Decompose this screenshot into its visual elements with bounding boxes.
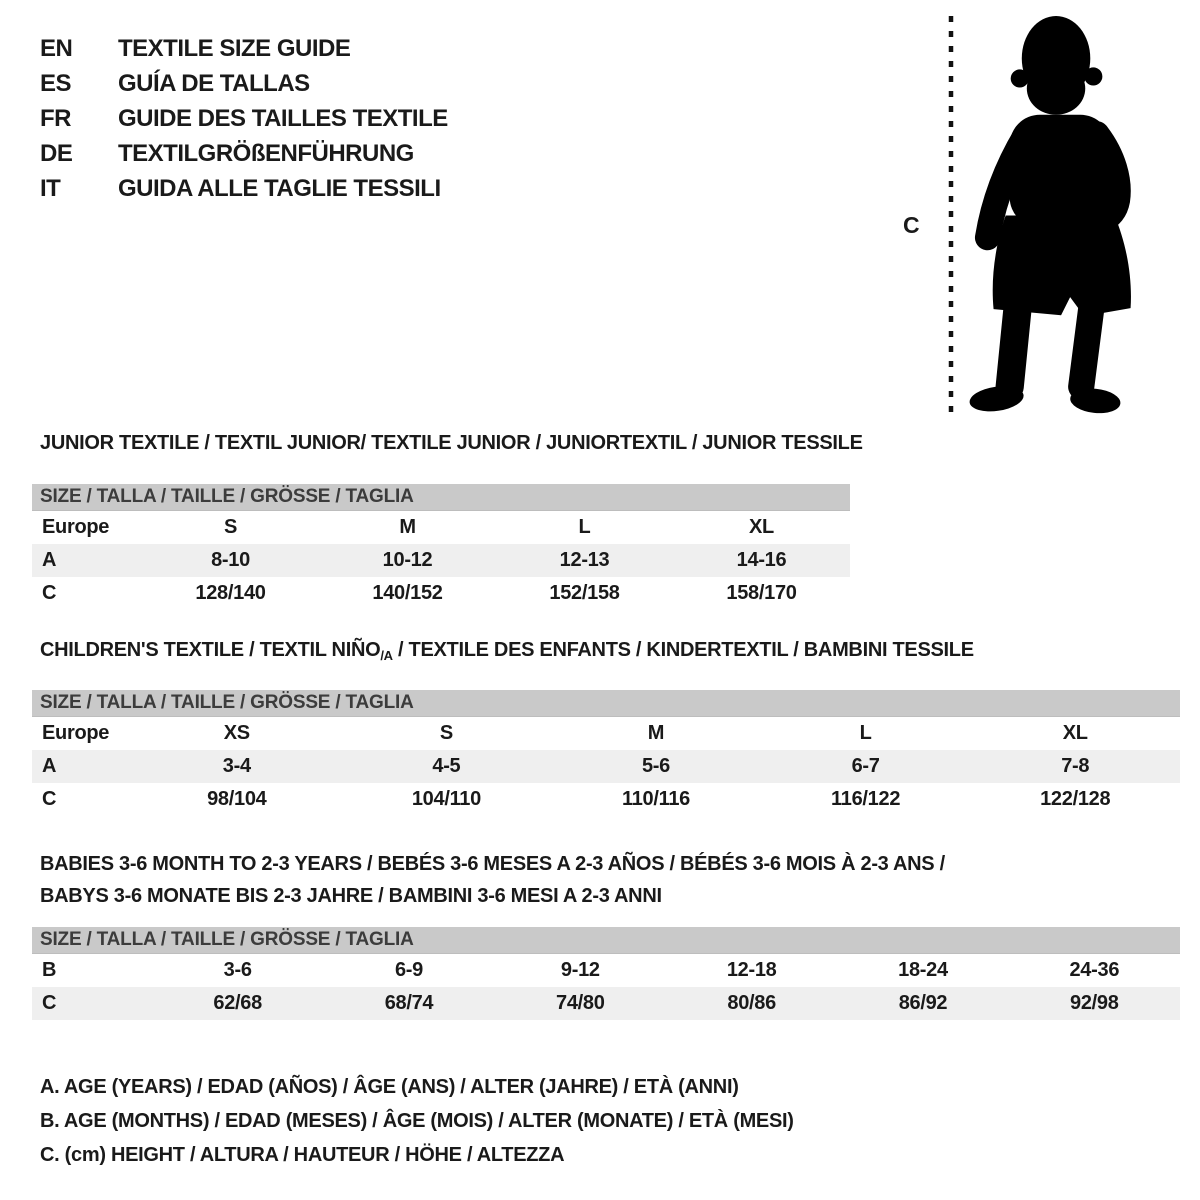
- size-table-row: [32, 577, 850, 610]
- toddler-silhouette: [963, 14, 1140, 422]
- size-cell: 5-6: [641, 755, 670, 777]
- children-size-table: [32, 690, 1180, 816]
- size-cell: 12-18: [726, 959, 777, 981]
- row-label: B: [42, 959, 57, 981]
- size-cell: 7-8: [1061, 755, 1090, 777]
- language-code: DE: [40, 139, 73, 167]
- size-cell: 9-12: [560, 959, 600, 981]
- size-cell: L: [859, 722, 872, 744]
- language-row-es: [40, 66, 448, 101]
- children-title-subscript: /A: [380, 648, 393, 663]
- size-cell: 18-24: [898, 959, 948, 981]
- size-cell: 6-7: [851, 755, 880, 777]
- junior-section-title: JUNIOR TEXTILE / TEXTIL JUNIOR/ TEXTILE JUNIOR / JUNIORTEXTIL / JUNIOR TESSILE: [40, 432, 863, 454]
- language-title: GUIDE DES TAILLES TEXTILE: [118, 104, 448, 132]
- row-label: Europe: [42, 516, 110, 538]
- size-table-header: SIZE / TALLA / TAILLE / GRÖSSE / TAGLIA: [32, 927, 1180, 954]
- size-cell: 3-6: [223, 959, 252, 981]
- size-table-row: [32, 717, 1180, 750]
- babies-size-table: [32, 927, 1180, 1020]
- language-title: GUIDA ALLE TAGLIE TESSILI: [118, 174, 441, 202]
- language-title: TEXTILGRÖßENFÜHRUNG: [118, 139, 414, 167]
- size-cell: 3-4: [222, 755, 251, 777]
- language-row-it: [40, 171, 448, 206]
- size-cell: 8-10: [211, 549, 250, 571]
- children-title-suffix: / TEXTILE DES ENFANTS / KINDERTEXTIL / BAMBINI TESSILE: [392, 639, 974, 661]
- size-cell: 74/80: [556, 992, 605, 1014]
- language-code: IT: [40, 174, 61, 202]
- legend-line-b: B. AGE (MONTHS) / EDAD (MESES) / ÂGE (MOIS) / ALTER (MONATE) / ETÀ (MESI): [40, 1110, 794, 1132]
- size-cell: L: [578, 516, 591, 538]
- children-section-title: [40, 639, 974, 662]
- size-table-header: SIZE / TALLA / TAILLE / GRÖSSE / TAGLIA: [32, 690, 1180, 717]
- row-label: A: [42, 755, 57, 777]
- language-title: TEXTILE SIZE GUIDE: [118, 34, 351, 62]
- size-cell: 86/92: [898, 992, 948, 1014]
- legend-line-a: A. AGE (YEARS) / EDAD (AÑOS) / ÂGE (ANS) / ALTER (JAHRE) / ETÀ (ANNI): [40, 1076, 739, 1098]
- language-title: GUÍA DE TALLAS: [118, 69, 310, 97]
- size-cell: 152/158: [549, 582, 620, 604]
- height-measure-label: C: [903, 212, 920, 238]
- size-table-row: [32, 783, 1180, 816]
- size-cell: S: [223, 516, 238, 538]
- size-cell: 68/74: [384, 992, 434, 1014]
- size-cell: 10-12: [382, 549, 433, 571]
- junior-size-table: [32, 484, 850, 610]
- language-guide: [40, 31, 448, 206]
- toddler-left-leg: [1010, 306, 1018, 387]
- legend-line-c: C. (cm) HEIGHT / ALTURA / HAUTEUR / HÖHE / ALTEZZA: [40, 1144, 565, 1166]
- size-table-row: [32, 987, 1180, 1020]
- size-cell: 140/152: [372, 582, 443, 604]
- toddler-right-leg: [1081, 308, 1091, 387]
- row-label: A: [42, 549, 57, 571]
- language-code: ES: [40, 69, 72, 97]
- height-measure-dashed-line: [946, 16, 956, 420]
- row-label: C: [42, 992, 57, 1014]
- size-cell: XS: [223, 722, 250, 744]
- size-cell: 128/140: [195, 582, 266, 604]
- language-row-fr: [40, 101, 448, 136]
- size-cell: M: [647, 722, 665, 744]
- language-code: EN: [40, 34, 73, 62]
- size-cell: 12-13: [559, 549, 610, 571]
- size-table-row: [32, 750, 1180, 783]
- size-table-row: [32, 544, 850, 577]
- size-cell: 158/170: [726, 582, 797, 604]
- size-table-row: [32, 954, 1180, 987]
- legend: [40, 1070, 794, 1172]
- language-row-de: [40, 136, 448, 171]
- size-cell: XL: [1062, 722, 1088, 744]
- babies-title-line2: BABYS 3-6 MONATE BIS 2-3 JAHRE / BAMBINI 3-6 MESI A 2-3 ANNI: [40, 885, 662, 907]
- size-table-row: [32, 511, 850, 544]
- size-cell: 4-5: [432, 755, 461, 777]
- size-cell: M: [399, 516, 416, 538]
- size-cell: 62/68: [213, 992, 262, 1014]
- size-cell: 92/98: [1070, 992, 1119, 1014]
- row-label: Europe: [42, 722, 110, 744]
- size-table-header: SIZE / TALLA / TAILLE / GRÖSSE / TAGLIA: [32, 484, 850, 511]
- babies-title-line1: BABIES 3-6 MONTH TO 2-3 YEARS / BEBÉS 3-6 MESES A 2-3 AÑOS / BÉBÉS 3-6 MOIS À 2-3 ANS /: [40, 853, 945, 875]
- size-cell: 80/86: [727, 992, 776, 1014]
- language-code: FR: [40, 104, 71, 132]
- size-cell: 98/104: [207, 788, 267, 810]
- size-cell: 24-36: [1069, 959, 1120, 981]
- row-label: C: [42, 788, 57, 810]
- size-cell: 14-16: [736, 549, 787, 571]
- size-cell: 6-9: [394, 959, 423, 981]
- size-cell: S: [439, 722, 453, 744]
- size-cell: 104/110: [411, 788, 481, 810]
- children-title-prefix: CHILDREN'S TEXTILE / TEXTIL NIÑO: [40, 639, 381, 661]
- size-cell: 110/116: [621, 788, 690, 810]
- size-cell: XL: [749, 516, 774, 538]
- babies-section-title: [40, 848, 945, 912]
- language-row-en: [40, 31, 448, 66]
- size-cell: 122/128: [1040, 788, 1111, 810]
- row-label: C: [42, 582, 57, 604]
- size-cell: 116/122: [831, 788, 901, 810]
